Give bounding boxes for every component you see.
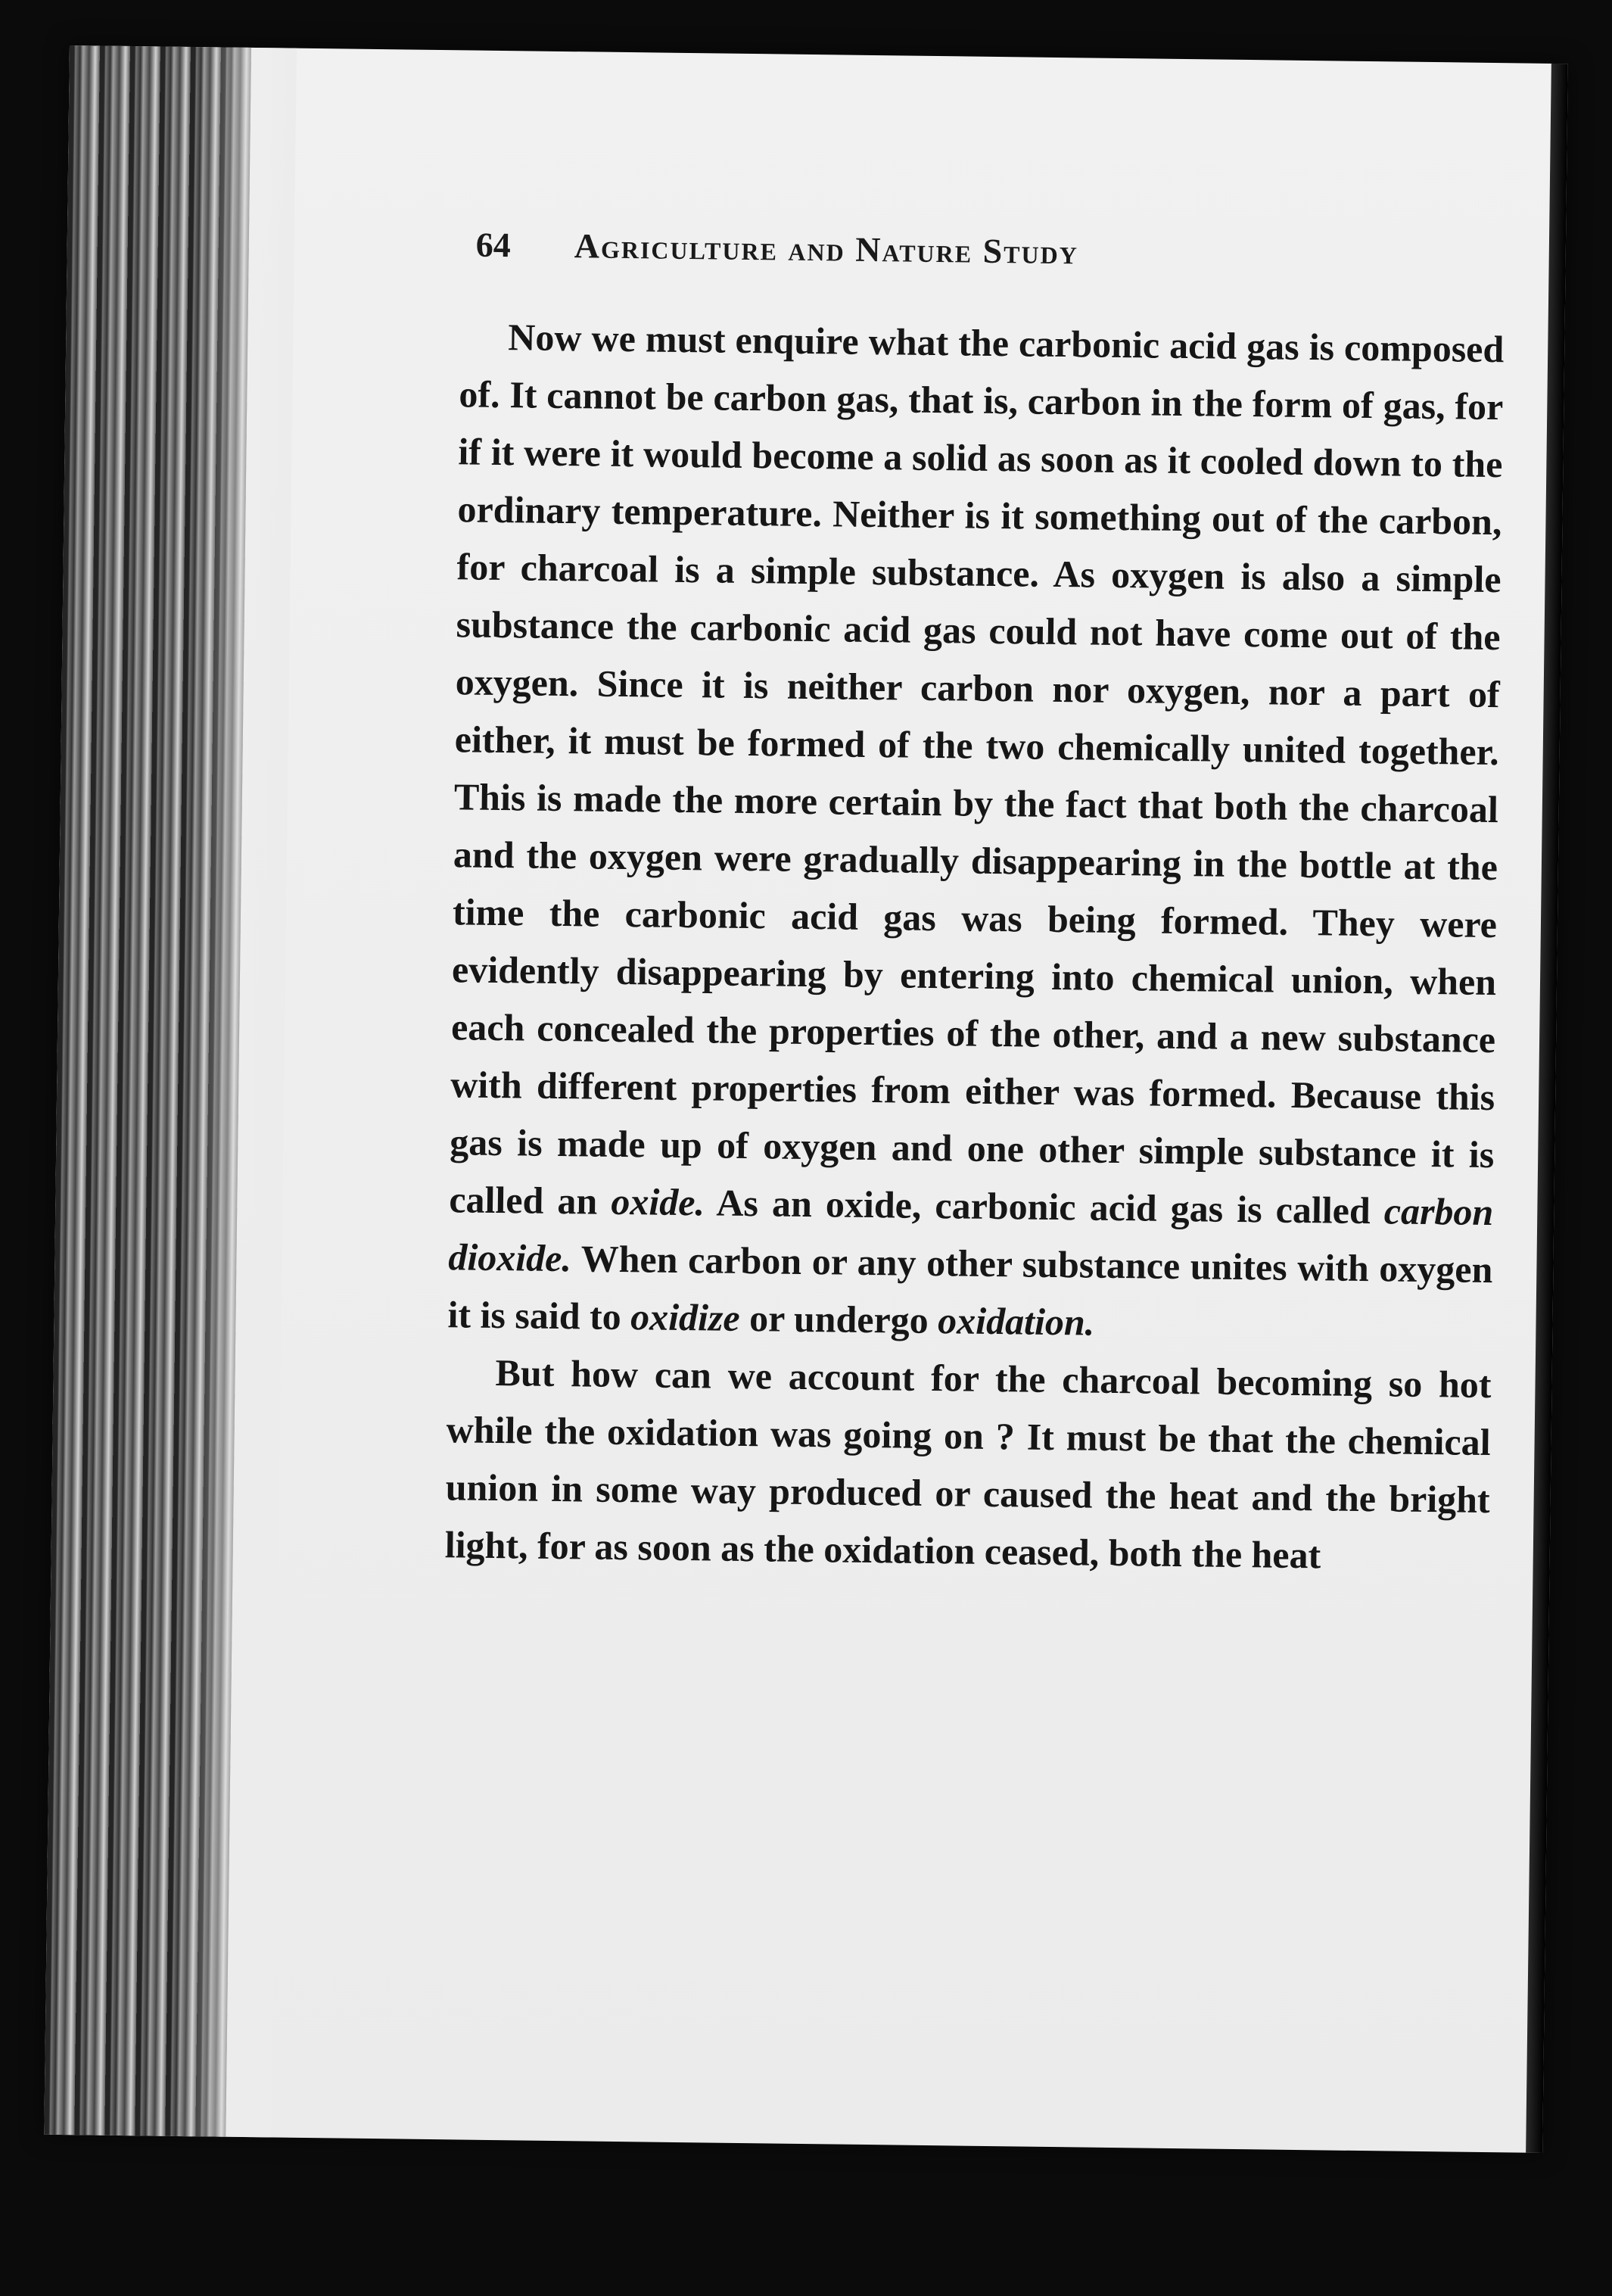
term-oxidation: oxidation. — [937, 1299, 1095, 1344]
page-header — [476, 225, 1506, 278]
term-oxidize: oxidize — [630, 1295, 741, 1339]
page-edge — [1526, 64, 1568, 2153]
term-carbon-dioxide: carbon dioxide. — [448, 1189, 1494, 1280]
paragraph: But how can we account for the charcoal becoming so hot while the oxidation was going on ? It must be that the chemical union in some way produced or caused the heat and the bright light, for as soon as the oxidation ceased, both the heat — [444, 1351, 1492, 1577]
book-page — [44, 45, 1568, 2153]
page-number: 64 — [475, 225, 512, 265]
term-oxide: oxide. — [611, 1179, 705, 1224]
paragraph: Now we must enquire what the carbonic acid gas is composed of. It cannot be carbon gas, that is, carbon in the form of gas, for if it were it would become a solid as soon as it cooled down to the ordinary temperature. Neither is it something out of the carbon, for charcoal is a simple substance. As oxygen is also a simple substance the carbonic acid gas could not have come out of the oxygen. Since it is neither carbon nor oxygen, nor a part of either, it must be formed of the two chemically united together. This is made the more certain by the fact that both the charcoal and the oxygen were gradually disappearing in the bottle at the time the carbonic acid gas was being formed. They were evidently disappearing by entering into chemical union, when each concealed the properties of the other, and a new substance with different properties from either was formed. Because this gas is made up of oxygen and one other simple substance it is called an oxide. As an oxide, carbonic acid gas is called carbon dioxide. When carbon or any other substance unites with oxygen it is said to oxidize or undergo oxidation. — [447, 316, 1505, 1344]
running-head: Agriculture and Nature Study — [574, 226, 1079, 272]
body-text — [444, 307, 1504, 1586]
